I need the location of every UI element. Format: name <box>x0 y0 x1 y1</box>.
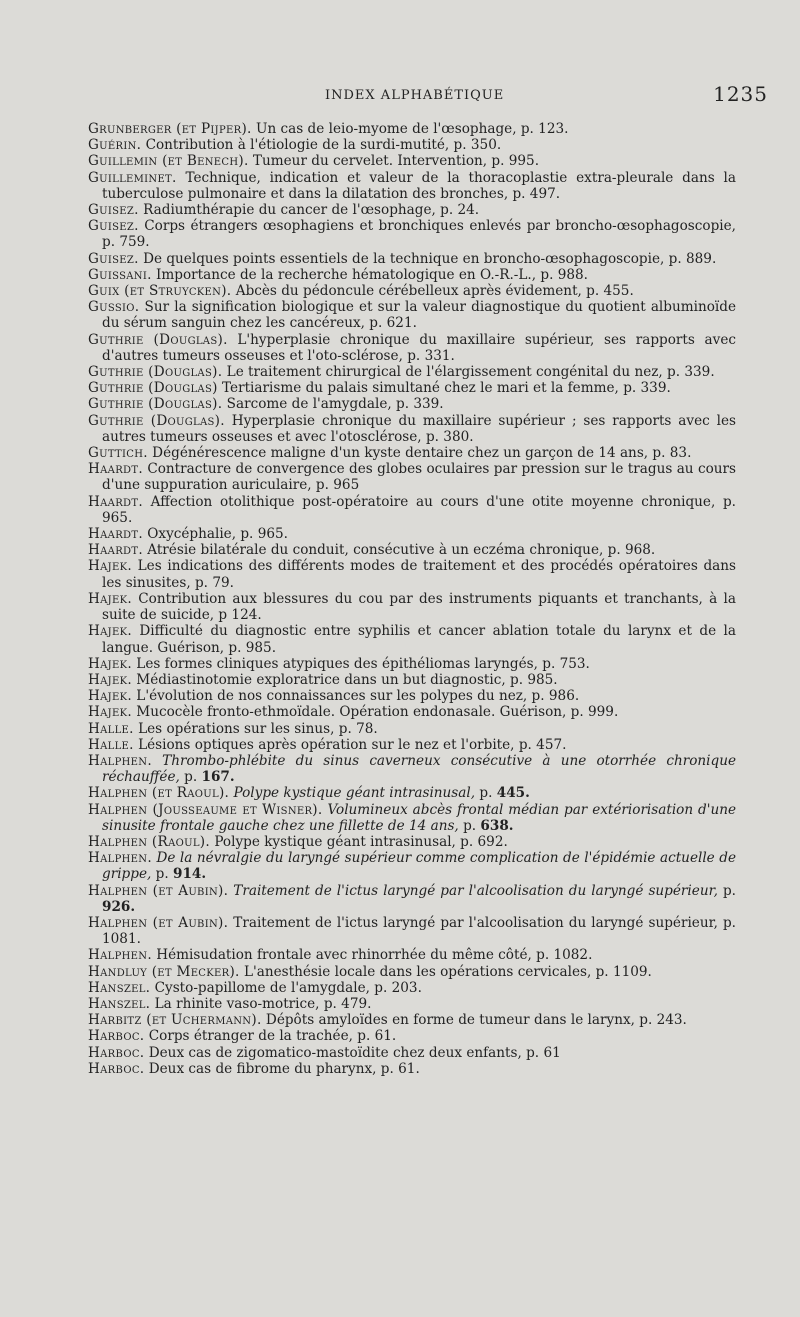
index-entry <box>88 802 736 834</box>
entry-author: Haardt. <box>88 461 143 478</box>
entry-author: Guillemin (et Benech). <box>88 153 249 170</box>
entry-author: Guthrie (Douglas). <box>88 396 223 413</box>
entry-author: Halphen (et Aubin). <box>88 882 229 899</box>
entry-page-bold: 914. <box>173 866 207 883</box>
entry-author: Harboc. <box>88 1028 145 1045</box>
entry-text: Tertiarisme du palais simultané chez le mari et la femme, p. 339. <box>217 380 671 397</box>
index-entry <box>88 947 736 963</box>
entry-author: Haardt. <box>88 493 143 510</box>
entry-author: Halphen. <box>88 752 152 769</box>
index-entry <box>88 737 736 753</box>
entry-author: Guix (et Struycken). <box>88 283 232 300</box>
entry-page-bold: 167. <box>201 769 235 786</box>
index-entry <box>88 834 736 850</box>
entry-title-italic: Volumineux abcès frontal médian par extériorisation d'une sinusite frontale gauche chez une fillette de 14 ans, <box>102 801 737 834</box>
entry-text: Affection otolithique post-opératoire au cours d'une otite moyenne chronique, p. 965. <box>102 493 736 526</box>
entry-title-italic: De la névralgie du laryngé supérieur comme complication de l'épidémie actuelle de grippe, <box>102 850 736 883</box>
index-entry <box>88 137 736 153</box>
index-entry <box>88 688 736 704</box>
index-entry <box>88 558 736 590</box>
index-entry <box>88 364 736 380</box>
entry-author: Harbitz (et Uchermann). <box>88 1012 262 1029</box>
entry-title-italic: Polype kystique géant intrasinusal, <box>229 785 476 802</box>
entry-text: Corps étranger de la trachée, p. 61. <box>144 1028 397 1045</box>
entry-text: Polype kystique géant intrasinusal, p. 692. <box>210 833 508 850</box>
entry-author: Hajek. <box>88 688 132 705</box>
entry-text: Les indications des différents modes de traitement et des procédés opératoires dans les sinusites, p. 79. <box>102 558 736 591</box>
index-entry <box>88 850 736 882</box>
entry-text: Importance de la recherche hématologique en O.-R.-L., p. 988. <box>151 266 588 283</box>
running-title: INDEX ALPHABÉTIQUE <box>325 88 505 103</box>
entry-author: Guilleminet. <box>88 169 177 186</box>
entry-text: Hyperplasie chronique du maxillaire supérieur ; ses rapports avec les autres tumeurs osseuses et avec l'otosclérose, p. 380. <box>102 412 736 445</box>
entry-author: Guérin. <box>88 137 142 154</box>
entry-text: La rhinite vaso-motrice, p. 479. <box>150 995 372 1012</box>
entry-author: Halle. <box>88 736 134 753</box>
index-entry <box>88 445 736 461</box>
index-entry <box>88 251 736 267</box>
entry-text: Tumeur du cervelet. Intervention, p. 995. <box>248 153 540 170</box>
entry-author: Halphen. <box>88 947 152 964</box>
index-entry <box>88 413 736 445</box>
index-entry <box>88 542 736 558</box>
entry-text: Le traitement chirurgical de l'élargissement congénital du nez, p. 339. <box>222 364 715 381</box>
entry-author: Guttich. <box>88 445 148 462</box>
entry-text: Technique, indication et valeur de la thoracoplastie extra-pleurale dans la tuberculose pulmonaire et dans la dilatation des bronches, p. 497. <box>102 169 736 202</box>
index-entry <box>88 996 736 1012</box>
index-entry <box>88 883 736 915</box>
entry-text: Oxycéphalie, p. 965. <box>142 526 288 543</box>
entry-author: Guissani. <box>88 266 152 283</box>
entry-author: Guthrie (Douglas) <box>88 380 218 397</box>
entry-author: Hajek. <box>88 558 132 575</box>
entry-author: Hajek. <box>88 655 132 672</box>
entry-text: Radiumthérapie du cancer de l'œsophage, p. 24. <box>138 202 480 219</box>
index-entry <box>88 170 736 202</box>
entry-text: Corps étrangers œsophagiens et bronchiques enlevés par broncho-œsophagoscopie, p. 759. <box>102 218 736 251</box>
entry-page-bold: 445. <box>496 785 530 802</box>
entry-text: p. <box>458 817 481 834</box>
entry-author: Hanszel. <box>88 995 151 1012</box>
entry-author: Grunberger (et Pijper). <box>88 121 252 137</box>
entry-text: Dégénérescence maligne d'un kyste dentaire chez un garçon de 14 ans, p. 83. <box>147 445 692 462</box>
index-entry <box>88 964 736 980</box>
entry-author: Handluy (et Mecker). <box>88 963 240 980</box>
page-number: 1235 <box>713 82 768 106</box>
index-entry <box>88 704 736 720</box>
index-entry <box>88 785 736 801</box>
entry-author: Haardt. <box>88 542 143 559</box>
index-entry <box>88 283 736 299</box>
entry-author: Guthrie (Douglas). <box>88 331 228 348</box>
entry-text: Sarcome de l'amygdale, p. 339. <box>222 396 444 413</box>
index-entry <box>88 299 736 331</box>
entry-author: Hajek. <box>88 590 132 607</box>
index-entry <box>88 332 736 364</box>
index-entry <box>88 1061 736 1077</box>
index-entry <box>88 980 736 996</box>
entry-text: Dépôts amyloïdes en forme de tumeur dans le larynx, p. 243. <box>261 1012 687 1029</box>
entry-author: Guthrie (Douglas). <box>88 412 225 429</box>
entry-author: Harboc. <box>88 1060 145 1077</box>
entry-text: Contracture de convergence des globes oculaires par pression sur le tragus au cours d'une suppuration auriculaire, p. 965 <box>102 461 736 494</box>
index-entry <box>88 202 736 218</box>
index-entry <box>88 753 736 785</box>
index-entry <box>88 526 736 542</box>
entry-text: Sur la signification biologique et sur la valeur diagnostique du quotient albuminoïde du sérum sanguin chez les cancéreux, p. 621. <box>102 299 736 332</box>
entry-page-bold: 926. <box>102 898 136 915</box>
entry-text: L'anesthésie locale dans les opérations cervicales, p. 1109. <box>239 963 652 980</box>
entry-author: Halphen (Raoul). <box>88 833 210 850</box>
index-entry <box>88 218 736 250</box>
entry-author: Guisez. <box>88 250 139 267</box>
entry-text: p. <box>717 882 736 899</box>
entry-text: p. <box>475 785 497 802</box>
index-entries <box>88 121 736 1077</box>
index-entry <box>88 1045 736 1061</box>
entry-author: Guisez. <box>88 202 139 219</box>
index-entry <box>88 1012 736 1028</box>
index-entry <box>88 267 736 283</box>
index-entry <box>88 915 736 947</box>
entry-text: Difficulté du diagnostic entre syphilis et cancer ablation totale du larynx et de la langue. Guérison, p. 985. <box>102 623 736 656</box>
entry-text: Contribution à l'étiologie de la surdi-mutité, p. 350. <box>141 137 502 154</box>
entry-author: Hajek. <box>88 704 132 721</box>
entry-text: Atrésie bilatérale du conduit, consécutive à un eczéma chronique, p. 968. <box>142 542 656 559</box>
entry-author: Halphen (Jousseaume et Wisner). <box>88 801 323 818</box>
page-header <box>0 82 800 106</box>
index-entry <box>88 623 736 655</box>
entry-text: Hémisudation frontale avec rhinorrhée du même côté, p. 1082. <box>151 947 593 964</box>
entry-page-bold: 638. <box>480 817 514 834</box>
entry-author: Hajek. <box>88 623 132 640</box>
index-entry <box>88 461 736 493</box>
entry-text: Les opérations sur les sinus, p. 78. <box>133 720 378 737</box>
entry-text: L'hyperplasie chronique du maxillaire supérieur, ses rapports avec d'autres tumeurs osseuses et l'oto-sclérose, p. 331. <box>102 331 736 364</box>
entry-author: Gussio. <box>88 299 140 316</box>
entry-text: Médiastinotomie exploratrice dans un but diagnostic, p. 985. <box>131 671 558 688</box>
entry-author: Haardt. <box>88 526 143 543</box>
entry-text: Deux cas de fibrome du pharynx, p. 61. <box>144 1060 420 1077</box>
entry-author: Guthrie (Douglas). <box>88 364 223 381</box>
index-entry <box>88 591 736 623</box>
index-entry <box>88 153 736 169</box>
entry-text: De quelques points essentiels de la technique en broncho-œsophagoscopie, p. 889. <box>138 250 717 267</box>
entry-author: Halle. <box>88 720 134 737</box>
entry-text: L'évolution de nos connaissances sur les polypes du nez, p. 986. <box>131 688 580 705</box>
entry-author: Harboc. <box>88 1044 145 1061</box>
entry-text: Mucocèle fronto-ethmoïdale. Opération endonasale. Guérison, p. 999. <box>131 704 619 721</box>
entry-text: Les formes cliniques atypiques des épithéliomas laryngés, p. 753. <box>131 655 590 672</box>
index-entry <box>88 494 736 526</box>
entry-text: p. <box>151 866 173 883</box>
entry-author: Hajek. <box>88 671 132 688</box>
entry-title-italic: Thrombo-phlébite du sinus caverneux consécutive à une otorrhée chronique réchauffée, <box>102 752 736 786</box>
index-entry <box>88 396 736 412</box>
entry-text: Traitement de l'ictus laryngé par l'alcoolisation du laryngé supérieur, p. 1081. <box>102 914 737 948</box>
entry-author: Halphen. <box>88 850 152 867</box>
entry-text: Lésions optiques après opération sur le nez et l'orbite, p. 457. <box>133 736 567 753</box>
index-entry <box>88 121 736 137</box>
entry-text: Abcès du pédoncule cérébelleux après évidement, p. 455. <box>231 283 634 300</box>
entry-author: Hanszel. <box>88 979 151 996</box>
index-entry <box>88 721 736 737</box>
entry-author: Halphen (et Raoul). <box>88 785 230 802</box>
index-entry <box>88 380 736 396</box>
entry-author: Halphen (et Aubin). <box>88 914 229 931</box>
index-entry <box>88 1028 736 1044</box>
index-entry <box>88 656 736 672</box>
entry-title-italic: Traitement de l'ictus laryngé par l'alcoolisation du laryngé supérieur, <box>228 882 718 899</box>
entry-text: Deux cas de zigomatico-mastoïdite chez deux enfants, p. 61 <box>144 1044 561 1061</box>
entry-text: p. <box>179 769 202 786</box>
entry-text: Un cas de leio-myome de l'œsophage, p. 123. <box>251 121 569 137</box>
entry-text: Cysto-papillome de l'amygdale, p. 203. <box>150 979 422 996</box>
index-entry <box>88 672 736 688</box>
entry-author: Guisez. <box>88 218 139 235</box>
entry-text: Contribution aux blessures du cou par des instruments piquants et tranchants, à la suite de suicide, p 124. <box>102 590 736 624</box>
